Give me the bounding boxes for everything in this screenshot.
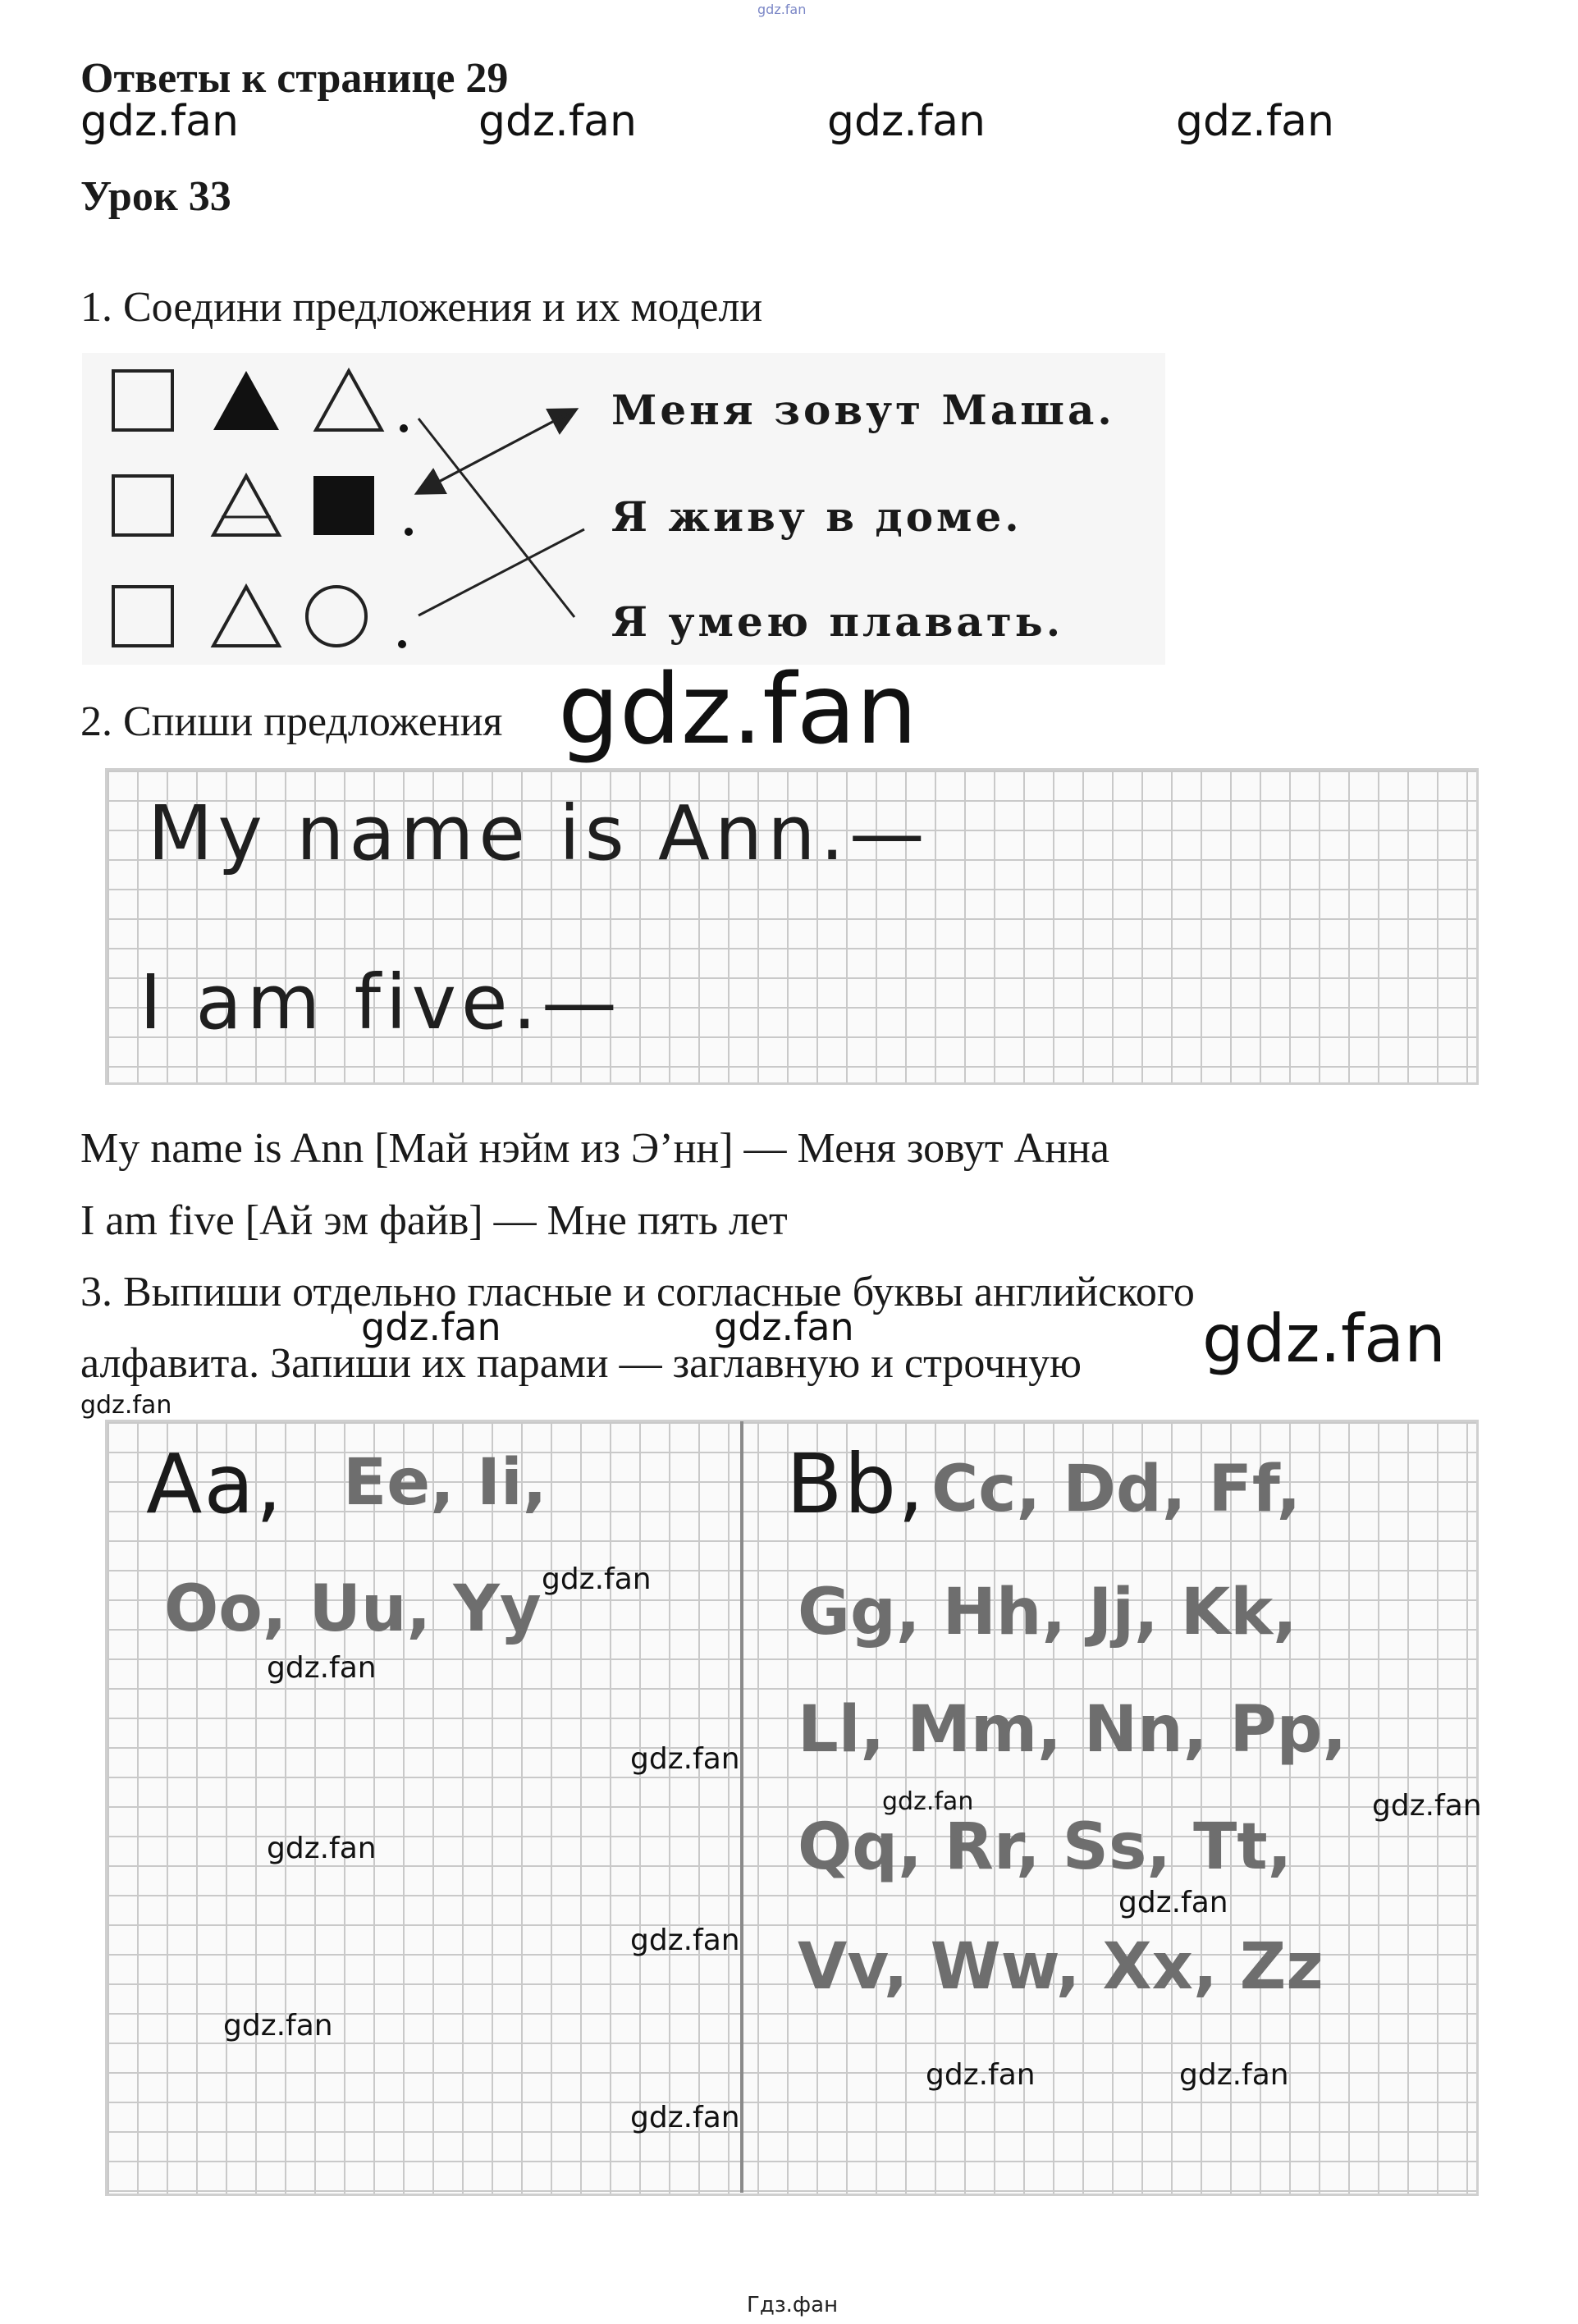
task3-title-line-1: 3. Выпиши отдельно гласные и согласные буквы английского xyxy=(80,1269,1195,1315)
vowels-row-2: Oo, Uu, Yy xyxy=(164,1572,542,1646)
copy-line-2: I am five.— xyxy=(140,958,622,1046)
task3-title-line-2: алфавита. Запиши их парами — заглавную и строчную xyxy=(80,1340,1082,1387)
watermark-grid-1: gdz.fan xyxy=(542,1562,652,1596)
watermark-task3-small: gdz.fan xyxy=(80,1391,172,1420)
header-watermark-3: gdz.fan xyxy=(827,97,986,146)
task1-title: 1. Соедини предложения и их модели xyxy=(80,284,763,331)
watermark-grid-9: gdz.fan xyxy=(1372,1789,1482,1823)
header-watermark-2: gdz.fan xyxy=(478,97,637,146)
watermark-task3-a: gdz.fan xyxy=(361,1305,501,1349)
watermark-task3-large: gdz.fan xyxy=(1202,1301,1446,1377)
model-row-2 xyxy=(113,476,413,536)
task1-figure xyxy=(82,353,1165,665)
watermark-grid-10: gdz.fan xyxy=(1118,1886,1228,1919)
watermark-grid-4: gdz.fan xyxy=(267,1832,377,1865)
connector-2b xyxy=(419,410,574,492)
watermark-grid-7: gdz.fan xyxy=(630,2101,740,2134)
sentence-1: Меня зовут Маша. xyxy=(611,386,1115,434)
watermark-grid-3: gdz.fan xyxy=(630,1742,740,1776)
connector-3 xyxy=(419,529,584,615)
model-row-3 xyxy=(113,587,406,648)
consonants-row-4: Qq, Rr, Ss, Tt, xyxy=(798,1810,1292,1884)
consonants-row-3: Ll, Mm, Nn, Pp, xyxy=(798,1693,1347,1767)
consonants-row-5: Vv, Ww, Xx, Zz xyxy=(798,1930,1324,2004)
lesson-heading: Урок 33 xyxy=(80,173,231,220)
watermark-grid-6: gdz.fan xyxy=(223,2009,333,2043)
consonant-first: Bb, xyxy=(786,1436,926,1532)
header-watermark-1: gdz.fan xyxy=(80,97,239,146)
watermark-grid-8: gdz.fan xyxy=(882,1787,974,1816)
footer-text: Гдз.фан xyxy=(747,2293,839,2317)
watermark-task3-b: gdz.fan xyxy=(714,1305,854,1349)
watermark-grid-2: gdz.fan xyxy=(267,1651,377,1685)
vowel-first: Aa, xyxy=(146,1436,284,1532)
task2-title: 2. Спиши предложения xyxy=(80,698,503,745)
watermark-grid-5: gdz.fan xyxy=(630,1924,740,1957)
sentence-2: Я живу в доме. xyxy=(611,492,1022,541)
big-watermark: gdz.fan xyxy=(558,652,917,766)
watermark-grid-12: gdz.fan xyxy=(1179,2058,1289,2092)
grid-divider xyxy=(740,1421,743,2193)
top-watermark: gdz.fan xyxy=(757,2,807,17)
answer-line-1: My name is Ann [Май нэйм из Э’нн] — Меня зовут Анна xyxy=(80,1125,1109,1172)
connector-1 xyxy=(419,419,574,617)
consonants-row-2: Gg, Hh, Jj, Kk, xyxy=(798,1576,1297,1649)
page-title: Ответы к странице 29 xyxy=(80,55,509,102)
sentence-3: Я умею плавать. xyxy=(611,597,1064,646)
header-watermark-4: gdz.fan xyxy=(1176,97,1334,146)
vowels-row-1: Ee, Ii, xyxy=(343,1446,547,1520)
answer-line-2: I am five [Ай эм файв] — Мне пять лет xyxy=(80,1197,788,1244)
copy-line-1: My name is Ann.— xyxy=(148,789,930,877)
consonants-row-1: Cc, Dd, Ff, xyxy=(931,1452,1301,1526)
watermark-grid-11: gdz.fan xyxy=(926,2058,1036,2092)
model-row-1 xyxy=(113,371,408,432)
